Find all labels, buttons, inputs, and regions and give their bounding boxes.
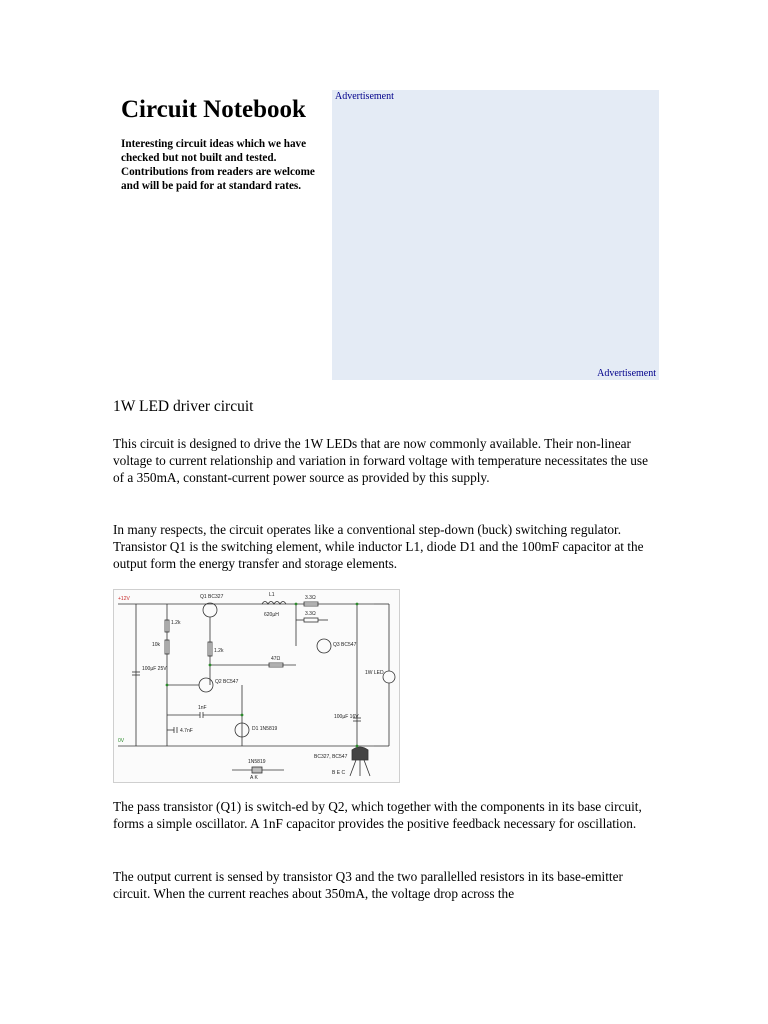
schematic-label-r-base: 47Ω [271,656,281,662]
schematic-label-transistors: BC327, BC547 [314,754,348,760]
schematic-label-c-fb: 1nF [198,705,207,711]
schematic-label-q3: Q3 BC547 [333,642,357,648]
schematic-label-r2: 10k [152,642,161,648]
schematic-label-q1: Q1 BC327 [200,594,224,600]
schematic-label-rs2: 3.3Ω [305,611,316,617]
schematic-label-r1: 1.2k [171,620,181,626]
intro-text: Interesting circuit ideas which we have checked but not built and tested. Contributions from readers are welcome and will be paid for at standard rates. [121,138,315,192]
schematic-label-c-small: 4.7nF [180,728,193,734]
page-title: Circuit Notebook [121,96,306,123]
advertisement-label-bottom[interactable]: Advertisement [597,368,656,379]
schematic-drawing [114,590,399,782]
schematic-label-d1: D1 1N5819 [252,726,278,732]
schematic-label-q2: Q2 BC547 [215,679,239,685]
circuit-schematic [113,589,400,783]
article-paragraph: In many respects, the circuit operates like a conventional step-down (buck) switching regulator. Transistor Q1 is the switching element, while inductor L1, diode D1 and the 100mF capacitor at the output form the energy transfer and storage elements. [113,522,644,571]
article-paragraph: The pass transistor (Q1) is switch-ed by Q2, which together with the components in its base circuit, forms a simple oscillator. A 1nF capacitor provides the positive feedback necessary for oscillation. [113,799,642,831]
schematic-label-r3: 1.2k [214,648,224,654]
schematic-label-ground-rail: 0V [118,738,125,744]
advertisement-label-top[interactable]: Advertisement [335,91,394,102]
schematic-label-rs1: 3.3Ω [305,595,316,601]
schematic-label-diode-pins: A K [250,775,258,781]
schematic-label-diode: 1N5819 [248,759,266,765]
schematic-label-l1-value: 620µH [264,612,279,618]
schematic-label-c-in: 100µF 25V [142,666,167,672]
article-heading: 1W LED driver circuit [113,398,254,415]
article-paragraph: This circuit is designed to drive the 1W LEDs that are now commonly available. Their non-linear voltage to current relationship and variation in forward voltage with temperature necessitates the use of a 350mA, constant-current power source as provided by this supply. [113,436,649,485]
schematic-label-l1-name: L1 [269,592,275,598]
article-paragraph: The output current is sensed by transistor Q3 and the two parallelled resistors in its base-emitter circuit. When the current reaches about 350mA, the voltage drop across the [113,869,623,901]
schematic-label-positive-rail: +12V [118,596,130,602]
schematic-label-transistor-pins: B E C [332,770,346,776]
schematic-label-c-out: 100µF 16V [334,714,359,720]
schematic-label-led: 1W LED [365,670,384,676]
advertisement-box[interactable] [332,90,659,380]
